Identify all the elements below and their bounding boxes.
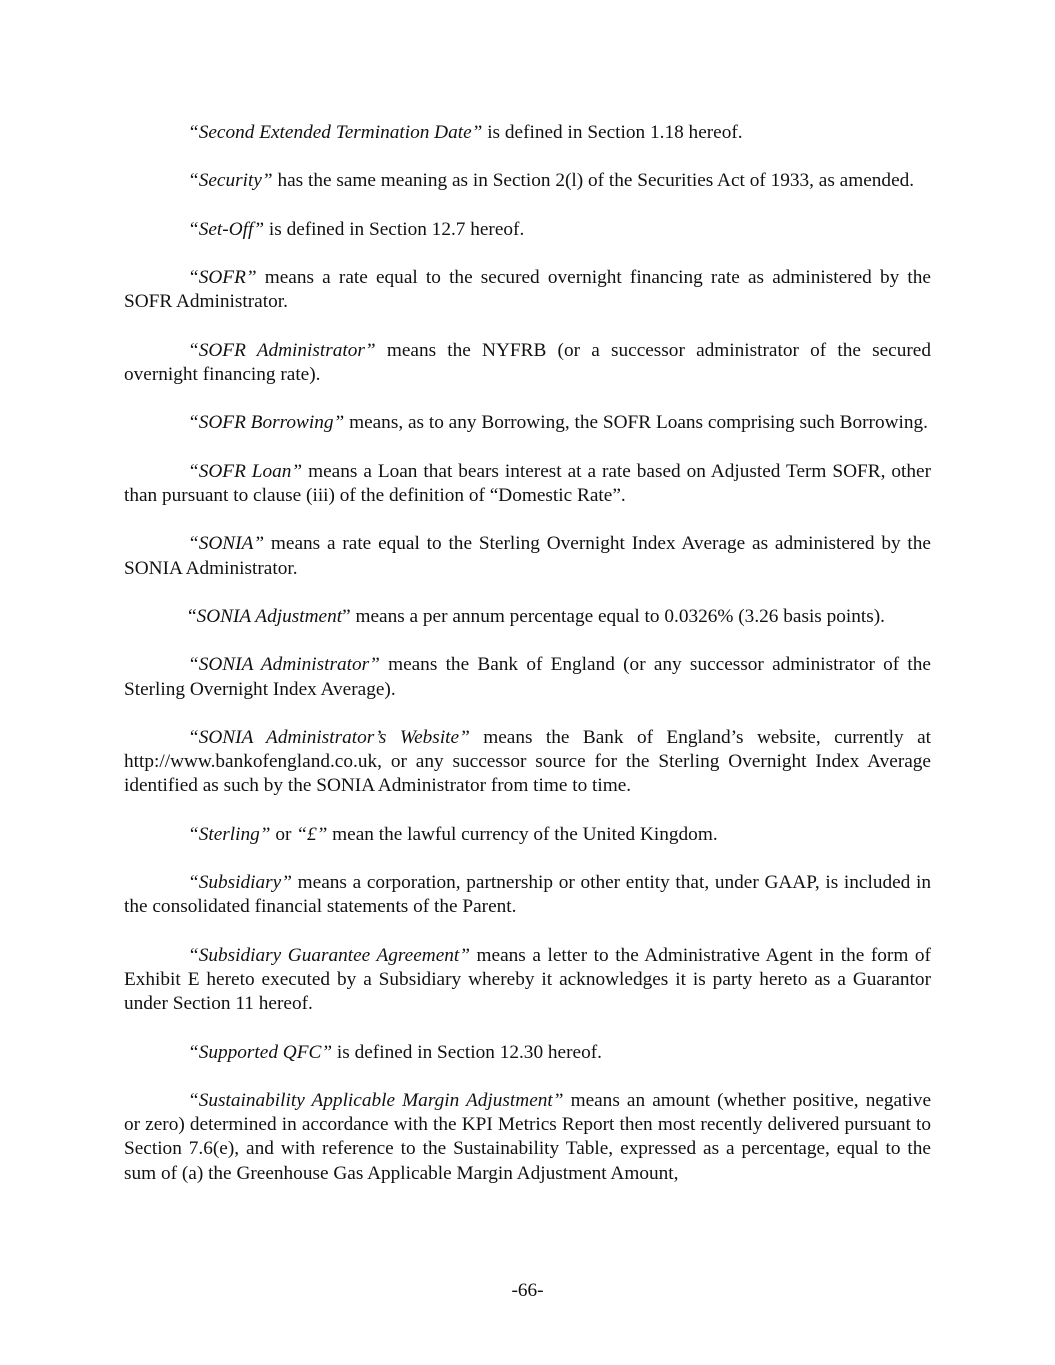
definition-text: ” means a per annum percentage equal to 0.0326% (3.26 basis points). (342, 605, 886, 627)
definition-text: means a letter to the Administrative Agent in the form of Exhibit E hereto executed by a Subsidiary whereby it acknowledges it is party hereto as a Guarantor under Section 11 hereof. (124, 944, 931, 1015)
definition-text: has the same meaning as in Section 2(l) of the Securities Act of 1933, as amended. (272, 170, 915, 192)
definition-text: means a Loan that bears interest at a rate based on Adjusted Term SOFR, other than pursuant to clause (iii) of the definition of “Domestic Rate”. (124, 460, 931, 506)
definition-sonia (124, 532, 931, 580)
definition-text: means the Bank of England’s website, currently at http://www.bankofengland.co.uk, or any successor source for the Sterling Overnight Index Average identified as such by the SONIA Administrator from time to time. (124, 726, 931, 797)
defined-term: “Sustainability Applicable Margin Adjustment” (188, 1089, 564, 1111)
definition-text: means the NYFRB (or a successor administrator of the secured overnight financing rate). (124, 339, 931, 385)
defined-term: “Security” (188, 170, 273, 192)
definition-text: is defined in Section 12.7 hereof. (264, 218, 525, 240)
definition-subsidiary (124, 871, 931, 919)
defined-term: “Sterling” (188, 823, 271, 845)
defined-term: “Supported QFC” (188, 1041, 333, 1063)
definition-connector: or (270, 823, 297, 845)
definition-text: is defined in Section 12.30 hereof. (332, 1041, 602, 1063)
definition-sonia-adjustment (124, 605, 931, 629)
defined-term: “SOFR” (188, 267, 257, 289)
defined-term: “SOFR Borrowing” (188, 412, 345, 434)
page-number: -66- (511, 1280, 544, 1301)
definition-sofr-loan (124, 460, 931, 508)
definition-text: is defined in Section 1.18 hereof. (482, 122, 743, 143)
definition-text: means a rate equal to the Sterling Overnight Index Average as administered by the SONIA Administrator. (124, 533, 931, 579)
definition-sterling (124, 823, 931, 847)
defined-term: “Subsidiary Guarantee Agreement” (188, 944, 470, 966)
definition-sustainability-applicable-margin-adjustment (124, 1089, 931, 1186)
document-body (124, 121, 931, 1186)
defined-term: “SOFR Loan” (188, 460, 303, 482)
definition-supported-qfc (124, 1041, 931, 1065)
definition-security (124, 169, 931, 193)
definition-text: means an amount (whether positive, negative or zero) determined in accordance with the KPI Metrics Report then most recently delivered pursuant to Section 7.6(e), and with reference to the Sustainability Table, expressed as a percentage, equal to the sum of (a) the Greenhouse Gas Applicable Margin Adjustment Amount, (124, 1089, 932, 1184)
defined-term: “Set-Off” (188, 218, 265, 240)
defined-term: “Second Extended Termination Date” (188, 122, 483, 143)
definition-sofr-administrator (124, 339, 931, 387)
definition-text: means a corporation, partnership or other entity that, under GAAP, is included in the consolidated financial statements of the Parent. (124, 872, 931, 918)
definition-sofr (124, 266, 931, 314)
definition-second-extended-termination-date (124, 121, 931, 145)
defined-term: “SOFR Administrator” (188, 339, 376, 361)
definition-set-off (124, 218, 931, 242)
definition-subsidiary-guarantee-agreement (124, 944, 931, 1017)
definition-text: means the Bank of England (or any successor administrator of the Sterling Overnight Index Average). (124, 654, 931, 700)
defined-term: “SONIA” (188, 533, 265, 555)
definition-text: mean the lawful currency of the United Kingdom. (327, 823, 718, 845)
defined-term: “SONIA Administrator’s Website” (188, 726, 470, 748)
definition-sofr-borrowing (124, 411, 931, 435)
open-quote: “ (188, 605, 197, 627)
definition-sonia-administrators-website (124, 726, 931, 799)
definition-sonia-administrator (124, 653, 931, 701)
defined-term-secondary: “£” (296, 823, 328, 845)
definition-text: means a rate equal to the secured overnight financing rate as administered by the SOFR Administrator. (124, 267, 931, 313)
definition-text: means, as to any Borrowing, the SOFR Loans comprising such Borrowing. (344, 412, 928, 434)
defined-term: SONIA Adjustment (196, 605, 343, 627)
defined-term: “SONIA Administrator” (188, 654, 380, 676)
defined-term: “Subsidiary” (188, 872, 292, 894)
